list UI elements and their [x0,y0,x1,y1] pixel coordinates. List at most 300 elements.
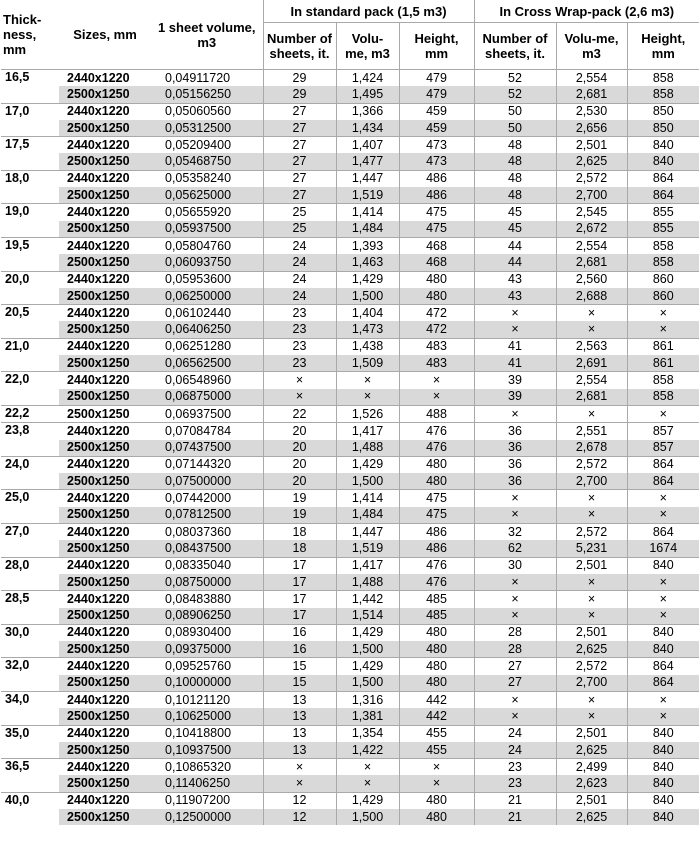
cell-crosswrap-height: 840 [627,725,699,742]
cell-crosswrap-sheets: 24 [474,742,556,759]
cell-sheet-volume: 0,07442000 [151,490,263,507]
cell-thickness: 28,5 [1,591,59,625]
cell-standard-height: 486 [399,187,474,204]
cell-standard-sheets: × [263,775,336,792]
cell-sheet-volume: 0,07812500 [165,507,232,522]
cell-standard-sheets: 15 [263,658,336,675]
cell-standard-height: 455 [399,725,474,742]
cell-crosswrap-sheets: × [474,321,556,338]
cell-standard-height: 468 [399,237,474,254]
cell-crosswrap-volume: 2,501 [556,725,627,742]
cell-crosswrap-volume: 2,554 [556,372,627,389]
cell-crosswrap-height: × [627,490,699,507]
cell-crosswrap-sheets: 50 [474,120,556,137]
cell-standard-height: 476 [399,574,474,591]
cell-sheet-volume: 0,07500000 [165,473,232,488]
cell-sheet-volume: 0,04911720 [151,70,263,87]
cell-standard-volume: 1,429 [336,456,399,473]
cell-standard-volume: 1,514 [336,608,399,625]
cell-crosswrap-sheets: 41 [474,338,556,355]
cell-standard-volume: 1,381 [336,708,399,725]
cell-standard-sheets: × [263,759,336,776]
cell-size: 2500x1250 [67,187,130,202]
cell-standard-volume: 1,434 [336,120,399,137]
cell-crosswrap-volume: 2,499 [556,759,627,776]
cell-size: 2440x1220 [59,338,151,355]
cell-size: 2500x1250 [67,742,130,757]
cell-size: 2440x1220 [59,237,151,254]
cell-crosswrap-sheets: 44 [474,254,556,271]
header-sheet-volume: 1 sheet volume, m3 [157,19,256,50]
table-row [1,574,699,591]
table-row [1,759,699,776]
cell-crosswrap-sheets: 62 [474,540,556,557]
table-row [1,120,699,137]
cell-crosswrap-volume: × [556,405,627,422]
cell-thickness: 30,0 [1,624,59,658]
cell-standard-height: 485 [399,608,474,625]
cell-standard-height: 483 [399,355,474,372]
cell-crosswrap-height: 840 [627,792,699,809]
cell-size: 2500x1250 [59,405,151,422]
table-row [1,204,699,221]
cell-standard-volume: 1,438 [336,338,399,355]
cell-standard-volume: 1,407 [336,137,399,154]
cell-size: 2500x1250 [67,389,130,404]
table-row [1,557,699,574]
table-row [1,187,699,204]
cell-size: 2440x1220 [59,658,151,675]
cell-size: 2440x1220 [59,591,151,608]
cell-crosswrap-height: 861 [627,355,699,372]
cell-standard-volume: × [336,372,399,389]
cell-thickness: 18,0 [1,170,59,204]
cell-sheet-volume: 0,06251280 [151,338,263,355]
cell-sheet-volume: 0,10418800 [151,725,263,742]
cell-standard-volume: 1,473 [336,321,399,338]
cell-standard-sheets: 16 [263,641,336,658]
cell-crosswrap-sheets: × [474,405,556,422]
cell-crosswrap-sheets: 27 [474,658,556,675]
cell-standard-height: 475 [399,507,474,524]
cell-size: 2440x1220 [59,759,151,776]
cell-standard-sheets: 13 [263,742,336,759]
cell-crosswrap-height: 840 [627,557,699,574]
cell-standard-volume: × [336,775,399,792]
cell-size: 2440x1220 [59,691,151,708]
table-row [1,507,699,524]
cell-crosswrap-height: 840 [627,775,699,792]
cell-crosswrap-sheets: 43 [474,288,556,305]
cell-standard-volume: 1,354 [336,725,399,742]
cell-crosswrap-height: 858 [627,254,699,271]
table-row [1,456,699,473]
cell-crosswrap-height: 840 [627,137,699,154]
cell-size: 2500x1250 [67,708,130,723]
table-row [1,423,699,440]
cell-standard-volume: 1,519 [336,540,399,557]
cell-crosswrap-height: 840 [627,759,699,776]
cell-sheet-volume: 0,07437500 [165,440,232,455]
cell-standard-volume: 1,417 [336,557,399,574]
cell-crosswrap-volume: 2,551 [556,423,627,440]
cell-size: 2500x1250 [67,120,130,135]
cell-crosswrap-volume: 2,625 [556,153,627,170]
cell-crosswrap-volume: × [556,321,627,338]
cell-crosswrap-sheets: × [474,708,556,725]
cell-standard-sheets: 17 [263,608,336,625]
cell-crosswrap-volume: 2,678 [556,440,627,457]
cell-thickness: 40,0 [1,792,59,825]
cell-size: 2440x1220 [59,170,151,187]
cell-sheet-volume: 0,12500000 [165,809,232,824]
cell-crosswrap-height: 857 [627,440,699,457]
table-row [1,440,699,457]
cell-crosswrap-sheets: × [474,305,556,322]
cell-standard-sheets: 27 [263,120,336,137]
table-row [1,540,699,557]
cell-standard-volume: 1,500 [336,675,399,692]
cell-crosswrap-volume: 2,554 [556,237,627,254]
header-thickness: Thick- ness, mm [3,12,42,57]
table-row [1,321,699,338]
cell-crosswrap-height: × [627,608,699,625]
table-row [1,608,699,625]
cell-sheet-volume: 0,06093750 [165,254,232,269]
cell-standard-sheets: 20 [263,456,336,473]
cell-crosswrap-height: 860 [627,288,699,305]
cell-size: 2500x1250 [67,221,130,236]
cell-size: 2500x1250 [67,473,130,488]
cell-standard-height: 480 [399,675,474,692]
cell-standard-height: 442 [399,708,474,725]
cell-crosswrap-volume: 2,572 [556,524,627,541]
table-row [1,405,699,422]
cell-standard-volume: 1,526 [336,405,399,422]
cell-thickness: 34,0 [1,691,59,725]
cell-standard-volume: 1,393 [336,237,399,254]
cell-standard-sheets: 17 [263,557,336,574]
plywood-pack-table [1,0,699,825]
cell-standard-volume: 1,488 [336,440,399,457]
table-row [1,473,699,490]
cell-sheet-volume: 0,08335040 [151,557,263,574]
table-row [1,338,699,355]
cell-standard-height: 480 [399,792,474,809]
cell-standard-height: 442 [399,691,474,708]
header-number-of-sheets-cw: Number of sheets, it. [474,23,556,70]
table-row [1,641,699,658]
cell-standard-sheets: 15 [263,675,336,692]
cell-crosswrap-sheets: 48 [474,137,556,154]
cell-sheet-volume: 0,05358240 [151,170,263,187]
cell-standard-height: 480 [399,288,474,305]
cell-size: 2440x1220 [59,456,151,473]
table-row [1,271,699,288]
cell-size: 2500x1250 [67,355,130,370]
cell-size: 2440x1220 [59,372,151,389]
cell-crosswrap-volume: × [556,305,627,322]
table-row [1,658,699,675]
cell-sheet-volume: 0,08037360 [151,524,263,541]
cell-standard-height: × [399,775,474,792]
cell-thickness: 25,0 [1,490,59,524]
cell-crosswrap-height: 855 [627,221,699,238]
cell-standard-height: 480 [399,473,474,490]
cell-size: 2500x1250 [67,776,130,791]
cell-crosswrap-volume: 2,530 [556,103,627,120]
cell-standard-height: 472 [399,321,474,338]
cell-sheet-volume: 0,09375000 [165,641,232,656]
cell-standard-height: 475 [399,204,474,221]
cell-crosswrap-volume: 2,700 [556,675,627,692]
cell-size: 2500x1250 [67,675,130,690]
cell-thickness: 22,2 [1,405,59,422]
cell-crosswrap-sheets: × [474,507,556,524]
cell-standard-sheets: 17 [263,574,336,591]
cell-crosswrap-sheets: 48 [474,187,556,204]
cell-crosswrap-height: × [627,405,699,422]
cell-sheet-volume: 0,10937500 [165,742,232,757]
cell-sheet-volume: 0,09525760 [151,658,263,675]
cell-standard-height: 459 [399,103,474,120]
cell-standard-sheets: 19 [263,490,336,507]
table-row [1,809,699,825]
cell-standard-volume: 1,404 [336,305,399,322]
cell-crosswrap-height: × [627,321,699,338]
cell-crosswrap-sheets: 43 [474,271,556,288]
cell-crosswrap-volume: 2,681 [556,389,627,406]
cell-size: 2500x1250 [67,608,130,623]
table-row [1,221,699,238]
cell-standard-volume: 1,463 [336,254,399,271]
cell-standard-volume: 1,414 [336,490,399,507]
cell-sheet-volume: 0,10121120 [151,691,263,708]
cell-crosswrap-sheets: 52 [474,86,556,103]
cell-crosswrap-volume: 2,501 [556,624,627,641]
cell-crosswrap-height: 858 [627,372,699,389]
cell-standard-height: 479 [399,70,474,87]
cell-standard-volume: 1,484 [336,221,399,238]
cell-crosswrap-volume: × [556,691,627,708]
cell-standard-sheets: 20 [263,423,336,440]
cell-crosswrap-sheets: 36 [474,456,556,473]
cell-standard-volume: 1,414 [336,204,399,221]
cell-crosswrap-volume: 2,656 [556,120,627,137]
cell-crosswrap-volume: 2,700 [556,187,627,204]
cell-crosswrap-sheets: 21 [474,809,556,825]
cell-sheet-volume: 0,05156250 [165,86,232,101]
cell-crosswrap-height: 850 [627,120,699,137]
cell-standard-volume: 1,509 [336,355,399,372]
table-row [1,792,699,809]
cell-standard-volume: 1,500 [336,641,399,658]
cell-crosswrap-height: 858 [627,86,699,103]
cell-size: 2500x1250 [67,641,130,656]
cell-sheet-volume: 0,08437500 [165,540,232,555]
cell-crosswrap-sheets: 21 [474,792,556,809]
cell-standard-sheets: 24 [263,254,336,271]
cell-size: 2500x1250 [67,254,130,269]
cell-crosswrap-volume: 2,572 [556,456,627,473]
cell-size: 2500x1250 [67,540,130,555]
cell-crosswrap-volume: 2,672 [556,221,627,238]
cell-crosswrap-sheets: 23 [474,759,556,776]
cell-crosswrap-volume: 2,700 [556,473,627,490]
cell-standard-sheets: 23 [263,338,336,355]
cell-size: 2440x1220 [59,725,151,742]
cell-crosswrap-height: 840 [627,624,699,641]
cell-size: 2440x1220 [59,524,151,541]
cell-crosswrap-volume: × [556,708,627,725]
cell-thickness: 17,0 [1,103,59,137]
cell-size: 2440x1220 [59,557,151,574]
cell-crosswrap-sheets: 50 [474,103,556,120]
table-row [1,708,699,725]
cell-standard-height: × [399,372,474,389]
cell-size: 2440x1220 [59,137,151,154]
cell-standard-volume: 1,422 [336,742,399,759]
cell-standard-height: 475 [399,490,474,507]
cell-crosswrap-volume: 2,554 [556,70,627,87]
cell-standard-sheets: × [263,389,336,406]
cell-crosswrap-volume: 2,501 [556,557,627,574]
cell-standard-volume: 1,488 [336,574,399,591]
cell-crosswrap-volume: 2,681 [556,86,627,103]
cell-crosswrap-volume: 2,572 [556,170,627,187]
cell-sheet-volume: 0,05312500 [165,120,232,135]
cell-crosswrap-height: 864 [627,473,699,490]
cell-crosswrap-height: 858 [627,389,699,406]
table-row [1,254,699,271]
cell-sheet-volume: 0,11907200 [151,792,263,809]
cell-standard-height: 459 [399,120,474,137]
cell-thickness: 17,5 [1,137,59,171]
cell-crosswrap-volume: 2,501 [556,137,627,154]
cell-crosswrap-height: × [627,691,699,708]
cell-standard-height: × [399,389,474,406]
table-row [1,691,699,708]
cell-crosswrap-sheets: 36 [474,423,556,440]
cell-sheet-volume: 0,05209400 [151,137,263,154]
cell-standard-sheets: 23 [263,305,336,322]
cell-crosswrap-sheets: 41 [474,355,556,372]
cell-standard-volume: 1,424 [336,70,399,87]
cell-sheet-volume: 0,07144320 [151,456,263,473]
cell-crosswrap-sheets: 28 [474,624,556,641]
cell-standard-height: 486 [399,540,474,557]
table-row [1,86,699,103]
table-row [1,153,699,170]
table-row [1,742,699,759]
cell-sheet-volume: 0,05953600 [151,271,263,288]
cell-sheet-volume: 0,06250000 [165,288,232,303]
cell-thickness: 22,0 [1,372,59,406]
cell-sheet-volume: 0,05804760 [151,237,263,254]
cell-thickness: 20,5 [1,305,59,339]
cell-crosswrap-sheets: 28 [474,641,556,658]
cell-standard-volume: 1,500 [336,809,399,825]
cell-crosswrap-height: 857 [627,423,699,440]
cell-standard-sheets: 27 [263,137,336,154]
header-volume-cw: Volu-me, m3 [556,23,627,70]
cell-thickness: 32,0 [1,658,59,692]
table-body [1,70,699,826]
cell-sheet-volume: 0,10865320 [151,759,263,776]
cell-sheet-volume: 0,06937500 [151,405,263,422]
table-row [1,355,699,372]
cell-standard-sheets: 18 [263,540,336,557]
cell-crosswrap-volume: × [556,574,627,591]
cell-crosswrap-sheets: × [474,608,556,625]
cell-standard-height: 476 [399,423,474,440]
cell-sheet-volume: 0,08906250 [165,608,232,623]
cell-crosswrap-height: 840 [627,742,699,759]
cell-crosswrap-sheets: 30 [474,557,556,574]
cell-size: 2440x1220 [59,423,151,440]
cell-crosswrap-volume: 2,625 [556,809,627,825]
cell-standard-sheets: 23 [263,355,336,372]
header-volume: Volu- me, m3 [336,23,399,70]
cell-crosswrap-sheets: 39 [474,389,556,406]
cell-standard-sheets: 27 [263,187,336,204]
cell-crosswrap-volume: 2,545 [556,204,627,221]
cell-size: 2500x1250 [67,809,130,824]
cell-standard-volume: 1,484 [336,507,399,524]
cell-thickness: 19,5 [1,237,59,271]
cell-sheet-volume: 0,05468750 [165,154,232,169]
cell-crosswrap-volume: 2,563 [556,338,627,355]
cell-standard-sheets: 25 [263,221,336,238]
cell-standard-volume: 1,417 [336,423,399,440]
cell-crosswrap-height: 864 [627,524,699,541]
cell-sheet-volume: 0,06562500 [165,355,232,370]
cell-standard-height: 480 [399,809,474,825]
cell-size: 2500x1250 [67,288,130,303]
cell-sheet-volume: 0,08930400 [151,624,263,641]
table-row [1,103,699,120]
cell-crosswrap-sheets: 36 [474,440,556,457]
cell-thickness: 16,5 [1,70,59,104]
cell-crosswrap-sheets: 27 [474,675,556,692]
cell-crosswrap-height: 850 [627,103,699,120]
table-row [1,624,699,641]
table-row [1,591,699,608]
cell-standard-sheets: 27 [263,170,336,187]
cell-crosswrap-volume: × [556,608,627,625]
header-height-cw: Height, mm [627,23,699,70]
table-row [1,490,699,507]
cell-crosswrap-height: 840 [627,153,699,170]
cell-thickness: 28,0 [1,557,59,591]
cell-thickness: 36,5 [1,759,59,793]
cell-crosswrap-sheets: 39 [474,372,556,389]
cell-standard-sheets: × [263,372,336,389]
cell-size: 2440x1220 [59,305,151,322]
cell-crosswrap-height: × [627,591,699,608]
cell-thickness: 20,0 [1,271,59,305]
cell-standard-sheets: 16 [263,624,336,641]
cell-standard-sheets: 12 [263,792,336,809]
cell-standard-height: 476 [399,557,474,574]
cell-standard-height: 473 [399,153,474,170]
cell-size: 2440x1220 [59,624,151,641]
cell-sheet-volume: 0,06548960 [151,372,263,389]
cell-crosswrap-height: 860 [627,271,699,288]
cell-crosswrap-sheets: 52 [474,70,556,87]
cell-standard-volume: 1,429 [336,624,399,641]
cell-crosswrap-volume: × [556,507,627,524]
